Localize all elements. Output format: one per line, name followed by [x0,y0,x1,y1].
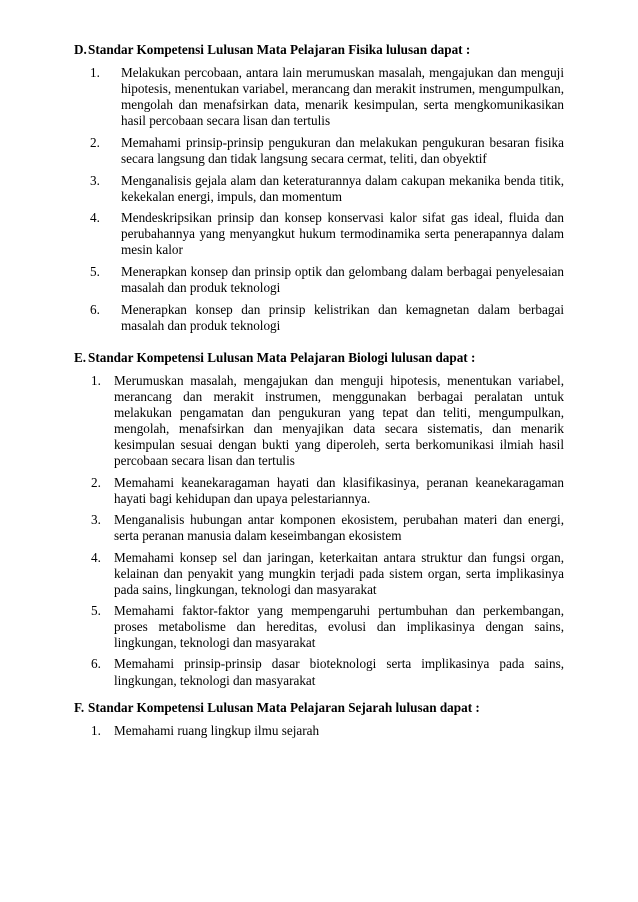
list-item [74,512,564,544]
item-text: Memahami prinsip-prinsip pengukuran dan melakukan pengukuran besaran fisika secara langsung dan tidak langsung secara cermat, teliti, dan obyektif [121,134,564,166]
list-item [74,302,564,334]
list-item [74,135,564,167]
item-text: Memahami faktor-faktor yang mempengaruhi pertumbuhan dan perkembangan, proses metabolisme dan hereditas, evolusi dan implikasinya dengan sains, lingkungan, teknologi dan masyarakat [114,602,564,651]
item-number: 2. [91,474,101,490]
list-item [74,603,564,651]
item-number: 3. [90,172,100,188]
section-biologi [74,350,564,694]
item-number: 5. [90,264,100,280]
item-text: Memahami keanekaragaman hayati dan klasifikasinya, peranan keanekaragaman hayati bagi kehidupan dan upaya pelestariannya. [114,474,564,506]
list-item [74,723,564,739]
item-number: 4. [91,549,101,565]
list-item [74,373,564,470]
section-heading [74,700,564,716]
item-number: 6. [91,656,101,672]
section-title: Standar Kompetensi Lulusan Mata Pelajaran Fisika lulusan dapat : [88,42,471,57]
item-text: Menganalisis hubungan antar komponen ekosistem, perubahan materi dan energi, serta peranan manusia dalam keseimbangan ekosistem [114,512,564,544]
list-item [74,210,564,258]
item-number: 3. [91,512,101,528]
section-letter: F. [74,700,85,715]
competency-list [74,723,564,739]
item-number: 2. [90,134,100,150]
list-item [74,475,564,507]
list-item [74,550,564,598]
section-letter: D. [74,42,87,57]
item-number: 4. [90,210,100,226]
item-text: Memahami konsep sel dan jaringan, keterkaitan antara struktur dan fungsi organ, kelainan dan penyakit yang mungkin terjadi pada sistem organ, serta implikasinya pada sains, lingkungan, teknologi dan masyarakat [114,549,564,597]
section-heading [74,350,564,366]
section-title: Standar Kompetensi Lulusan Mata Pelajaran Sejarah lulusan dapat : [88,700,480,715]
item-text: Menerapkan konsep dan prinsip optik dan gelombang dalam berbagai penyelesaian masalah dan produk teknologi [121,264,564,296]
competency-list [74,373,564,689]
competency-list [74,65,564,334]
item-text: Memahami prinsip-prinsip dasar bioteknologi serta implikasinya pada sains, lingkungan, teknologi dan masyarakat [114,656,564,688]
list-item [74,65,564,129]
section-letter: E. [74,350,87,365]
section-sejarah [74,700,564,739]
item-text: Melakukan percobaan, antara lain merumuskan masalah, mengajukan dan menguji hipotesis, menentukan variabel, merancang dan merakit instrumen, mengumpulkan, mengolah dan menafsirkan data, menarik kesimpulan, serta mengkomunikasikan hasil percobaan secara lisan dan tertulis [121,65,564,129]
section-fisika [74,42,564,339]
item-number: 6. [90,301,100,317]
section-title: Standar Kompetensi Lulusan Mata Pelajaran Biologi lulusan dapat : [88,350,476,365]
item-number: 1. [91,373,101,388]
list-item [74,656,564,688]
item-number: 1. [90,65,100,80]
item-text: Menerapkan konsep dan prinsip kelistrikan dan kemagnetan dalam berbagai masalah dan produk teknologi [121,301,564,333]
list-item [74,173,564,205]
item-number: 5. [91,602,101,618]
item-text: Memahami ruang lingkup ilmu sejarah [114,723,320,738]
section-heading [74,42,564,58]
item-text: Merumuskan masalah, mengajukan dan menguji hipotesis, menentukan variabel, merancang dan merakit instrumen, menggunakan berbagai peralatan untuk melakukan pengamatan dan pengukuran yang tepat dan teliti, mengumpulkan, mengolah, menafsirkan dan menyajikan data secara sistematis, dan menarik kesimpulan sesuai dengan bukti yang diperoleh, serta berkomunikasi ilmiah hasil percobaan secara lisan dan tertulis [114,373,564,469]
item-number: 1. [91,723,101,738]
list-item [74,264,564,296]
item-text: Mendeskripsikan prinsip dan konsep konservasi kalor sifat gas ideal, fluida dan perubahannya yang menyangkut hukum termodinamika serta penerapannya dalam mesin kalor [121,210,564,258]
item-text: Menganalisis gejala alam dan keteraturannya dalam cakupan mekanika benda titik, kekekalan energi, impuls, dan momentum [121,172,564,204]
